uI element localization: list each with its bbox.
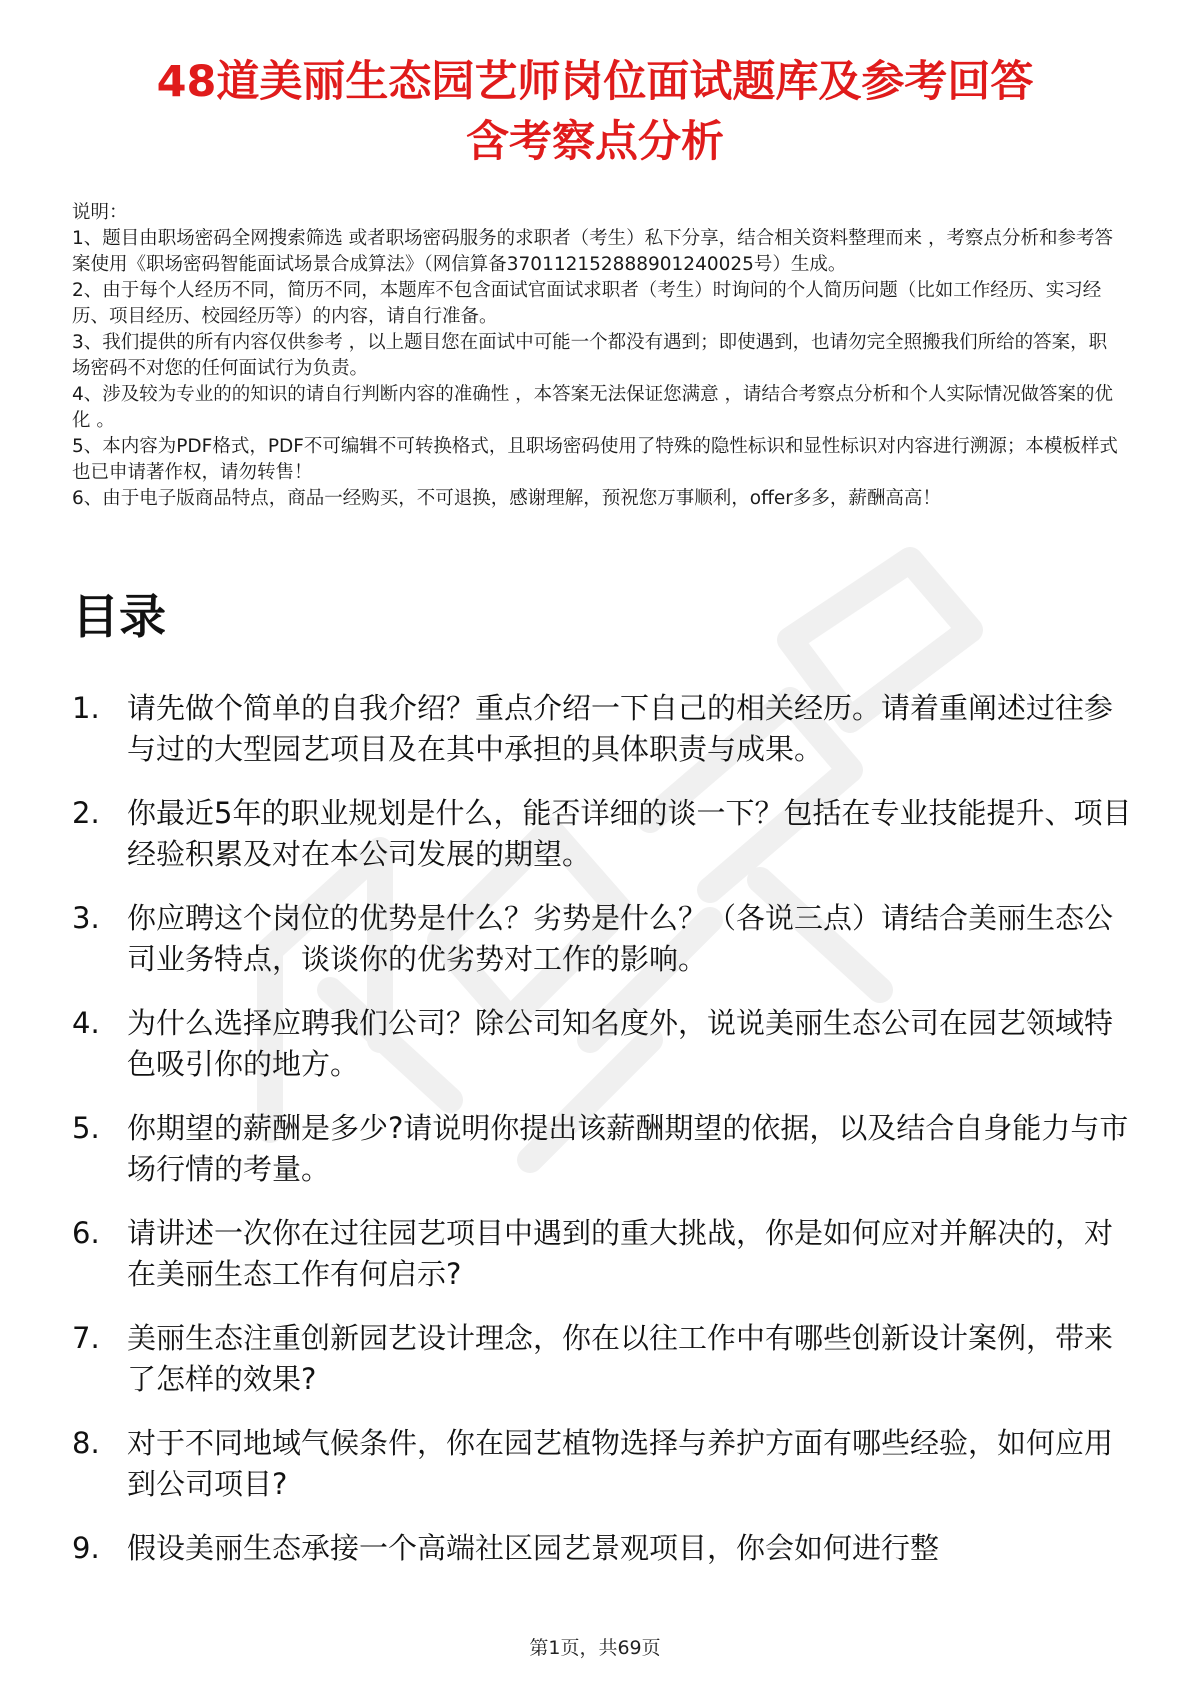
toc-item[interactable] <box>72 1108 1132 1190</box>
toc-item-number: 1. <box>72 691 100 725</box>
toc-item-text: 假设美丽生态承接一个高端社区园艺景观项目，你会如何进行整 <box>127 1531 940 1565</box>
toc-item[interactable] <box>72 898 1132 980</box>
note-item-3: 3、我们提供的所有内容仅供参考 ，以上题目您在面试中可能一个都没有遇到；即使遇到，也请勿完全照搬我们所给的答案，职场密码不对您的任何面试行为负责。 <box>72 332 1108 379</box>
toc-item-number: 3. <box>72 901 100 935</box>
toc-item-number: 8. <box>72 1426 100 1460</box>
notes-heading: 说明： <box>72 202 128 223</box>
note-item-2: 2、由于每个人经历不同，简历不同，本题库不包含面试官面试求职者（考生）时询问的个人简历问题（比如工作经历、实习经历、项目经历、校园经历等）的内容，请自行准备。 <box>72 280 1102 327</box>
toc-item-number: 4. <box>72 1006 100 1040</box>
toc-item[interactable] <box>72 793 1132 875</box>
toc-heading: 目录 <box>72 590 166 645</box>
toc-item[interactable] <box>72 1528 1132 1569</box>
toc-item[interactable] <box>72 1423 1132 1505</box>
toc-item[interactable] <box>72 688 1132 770</box>
toc-item-text: 你应聘这个岗位的优势是什么？劣势是什么？（各说三点）请结合美丽生态公司业务特点，谈谈你的优劣势对工作的影响。 <box>127 901 1114 976</box>
toc-list <box>72 688 1132 1592</box>
title-line-1: 48道美丽生态园艺师岗位面试题库及参考回答 <box>156 57 1034 107</box>
toc-item-number: 6. <box>72 1216 100 1250</box>
toc-item-number: 5. <box>72 1111 100 1145</box>
toc-item-text: 为什么选择应聘我们公司？除公司知名度外，说说美丽生态公司在园艺领域特色吸引你的地方。 <box>127 1006 1114 1081</box>
note-item-4: 4、涉及较为专业的的知识的请自行判断内容的准确性 ，本答案无法保证您满意 ，请结合考察点分析和个人实际情况做答案的优化 。 <box>72 384 1114 431</box>
notes-section <box>72 200 1122 512</box>
note-item-1: 1、题目由职场密码全网搜索筛选 或者职场密码服务的求职者（考生）私下分享，结合相关资料整理而来 ，考察点分析和参考答案使用《职场密码智能面试场景合成算法》（网信算备370112152888901240025号）生成。 <box>72 228 1114 275</box>
document-title <box>60 52 1130 172</box>
page-number: 第1页，共69页 <box>529 1637 661 1659</box>
toc-item-number: 2. <box>72 796 100 830</box>
toc-item-text: 你期望的薪酬是多少?请说明你提出该薪酬期望的依据，以及结合自身能力与市场行情的考量。 <box>127 1111 1129 1186</box>
note-item-5: 5、本内容为PDF格式，PDF不可编辑不可转换格式，且职场密码使用了特殊的隐性标识和显性标识对内容进行溯源；本模板样式也已申请著作权，请勿转售！ <box>72 436 1118 483</box>
title-line-2: 含考察点分析 <box>466 117 724 167</box>
toc-item-text: 请讲述一次你在过往园艺项目中遇到的重大挑战，你是如何应对并解决的，对在美丽生态工作有何启示? <box>127 1216 1114 1291</box>
toc-item-text: 美丽生态注重创新园艺设计理念，你在以往工作中有哪些创新设计案例，带来了怎样的效果? <box>127 1321 1114 1396</box>
toc-item-text: 请先做个简单的自我介绍？重点介绍一下自己的相关经历。请着重阐述过往参与过的大型园艺项目及在其中承担的具体职责与成果。 <box>127 691 1114 766</box>
toc-item[interactable] <box>72 1003 1132 1085</box>
toc-item-number: 9. <box>72 1531 100 1565</box>
toc-item[interactable] <box>72 1318 1132 1400</box>
note-item-6: 6、由于电子版商品特点，商品一经购买，不可退换，感谢理解，预祝您万事顺利，offer多多，薪酬高高！ <box>72 488 941 509</box>
toc-item-number: 7. <box>72 1321 100 1355</box>
toc-item-text: 你最近5年的职业规划是什么，能否详细的谈一下？包括在专业技能提升、项目经验积累及对在本公司发展的期望。 <box>127 796 1132 871</box>
toc-item-text: 对于不同地域气候条件，你在园艺植物选择与养护方面有哪些经验，如何应用到公司项目? <box>127 1426 1114 1501</box>
toc-item[interactable] <box>72 1213 1132 1295</box>
